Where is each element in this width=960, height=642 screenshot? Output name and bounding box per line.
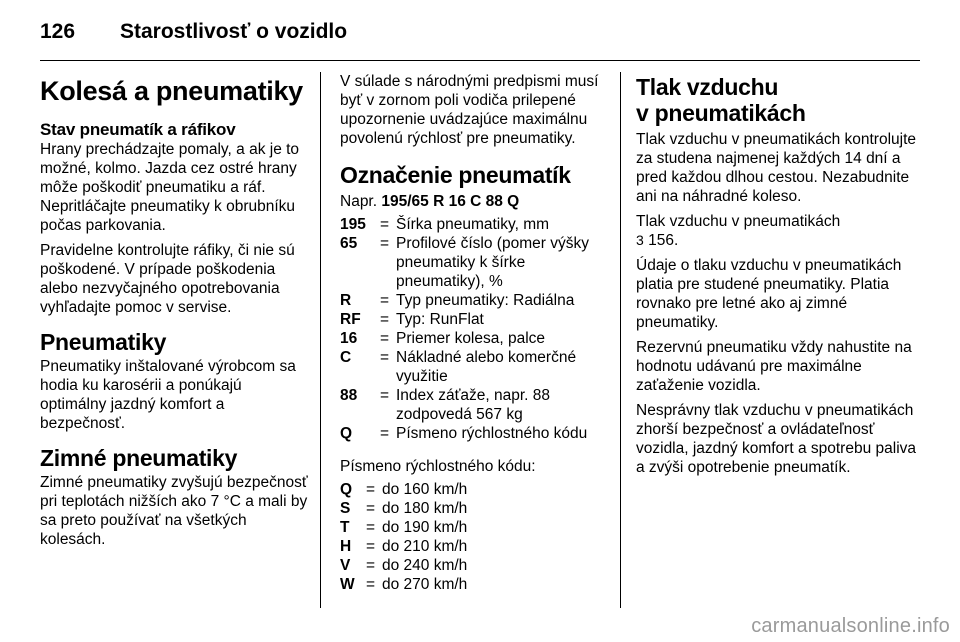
table-row [340,348,610,386]
table-row [340,480,467,499]
table-row [340,234,610,291]
speed-code-intro: Písmeno rýchlostného kódu: [340,458,536,475]
def-key: R [340,292,352,309]
table-row [340,518,467,537]
speed-value: do 210 km/h [382,538,468,555]
def-value: Písmeno rýchlostného kódu [396,425,588,442]
speed-key: W [340,576,355,593]
table-row [340,556,467,575]
speed-eq: = [366,557,376,574]
pressure-paragraph-4: Rezervnú pneumatiku vždy nahustite na hodnotu udávanú pre maximálne zaťaženie vozidla. [636,339,912,394]
def-value: Šírka pneumatiky, mm [396,216,550,233]
table-row [340,424,610,443]
def-value: Profilové číslo (pomer výšky pneumatiky k šírke pneumatiky), % [396,235,589,290]
table-row [340,537,467,556]
column-divider-2 [620,72,621,608]
column-1 [40,72,310,555]
speed-key: Q [340,481,353,498]
page-header [40,20,920,60]
pressure-paragraph-5: Nesprávny tlak vzduchu v pneumatikách zhorší bezpečnosť a ovládateľnosť vozidla, jazdný komfort a spotrebu paliva a zvýši opotrebenie pneumatík. [636,402,917,476]
def-value: Typ pneumatiky: Radiálna [396,292,575,309]
speed-key: T [340,519,350,536]
speed-value: do 240 km/h [382,557,468,574]
table-row [340,386,610,424]
tires-heading: Pneumatiky [40,329,167,355]
def-eq: = [380,425,390,442]
pressure-ref-text: Tlak vzduchu v pneumatikách [636,213,841,230]
table-row [340,215,610,234]
def-key: C [340,349,352,366]
table-row [340,329,610,348]
speed-key: S [340,500,351,517]
speed-eq: = [366,519,376,536]
section-title: Kolesá a pneumatiky [40,76,303,106]
example-code: 195/65 R 16 C 88 Q [381,193,520,210]
watermark: carmanualsonline.info [751,615,950,637]
pressure-paragraph-1: Tlak vzduchu v pneumatikách kontrolujte za studena najmenej každých 14 dní a pred každou dlhou cestou. Nezabudnite ani na náhradné koleso. [636,131,917,205]
def-eq: = [380,235,390,252]
winter-tires-heading: Zimné pneumatiky [40,445,238,471]
tire-code-definitions [340,215,610,443]
tire-marking-heading: Označenie pneumatík [340,162,571,188]
column-3 [636,72,916,483]
def-eq: = [380,292,390,309]
def-key: Q [340,425,353,442]
speed-value: do 180 km/h [382,500,468,517]
def-eq: = [380,330,390,347]
def-key: 195 [340,216,366,233]
pressure-paragraph-2 [636,212,916,250]
table-row [340,499,467,518]
speed-eq: = [366,481,376,498]
speed-eq: = [366,500,376,517]
table-row [340,291,610,310]
table-row [340,310,610,329]
tire-pressure-heading-line-1: Tlak vzduchu [636,74,779,100]
running-title: Starostlivosť o vozidlo [120,20,348,43]
speed-key: V [340,557,351,574]
pressure-paragraph-3: Údaje o tlaku vzduchu v pneumatikách platia pre studené pneumatiky. Platia rovnako pre letné ako aj zimné pneumatiky. [636,257,902,331]
page-number: 126 [40,20,76,43]
column-2 [340,72,610,594]
speed-value: do 160 km/h [382,481,468,498]
winter-tires-paragraph: Zimné pneumatiky zvyšujú bezpečnosť pri teplotách nižších ako 7 °C a mali by sa preto používať na všetkých kolesách. [40,474,308,548]
speed-code-table [340,480,467,594]
def-eq: = [380,216,390,233]
speed-value: do 190 km/h [382,519,468,536]
def-key: 88 [340,387,358,404]
tire-pressure-heading [636,74,916,126]
speed-key: H [340,538,352,555]
page-reference-icon: 3 [636,232,644,248]
example-prefix: Napr. [340,193,378,210]
speed-value: do 270 km/h [382,576,468,593]
def-eq: = [380,387,390,404]
speed-notice-paragraph: V súlade s národnými predpismi musí byť v zornom poli vodiča prilepené upozornenie uvádzajúce maximálnu povolenú rýchlosť pre pneumatiky. [340,73,599,147]
speed-eq: = [366,576,376,593]
def-key: 65 [340,235,358,252]
tire-rim-condition-heading: Stav pneumatík a ráfikov [40,120,236,139]
tire-rim-paragraph-2: Pravidelne kontrolujte ráfiky, či nie sú poškodené. V prípade poškodenia alebo nezvyčajného opotrebovania vyhľadajte pomoc v servise. [40,242,295,316]
def-eq: = [380,349,390,366]
tire-code-example [340,192,610,211]
tires-paragraph: Pneumatiky inštalované výrobcom sa hodia ku karosérii a ponúkajú optimálny jazdný komfort a bezpečnosť. [40,358,296,432]
def-value: Nákladné alebo komerčné využitie [396,349,577,385]
column-divider-1 [320,72,321,608]
def-value: Index záťaže, napr. 88 zodpovedá 567 kg [396,387,551,423]
def-key: RF [340,311,361,328]
table-row [340,575,467,594]
header-rule [40,60,920,61]
page-reference-number: 156. [648,232,679,249]
def-key: 16 [340,330,358,347]
def-value: Typ: RunFlat [396,311,484,328]
tire-pressure-heading-line-2: v pneumatikách [636,100,806,126]
def-eq: = [380,311,390,328]
def-value: Priemer kolesa, palce [396,330,546,347]
speed-eq: = [366,538,376,555]
tire-rim-paragraph-1: Hrany prechádzajte pomaly, a ak je to možné, kolmo. Jazda cez ostré hrany môže poškodiť pneumatiku a ráf. Nepritláčajte pneumatiky k obrubníku počas parkovania. [40,141,300,234]
